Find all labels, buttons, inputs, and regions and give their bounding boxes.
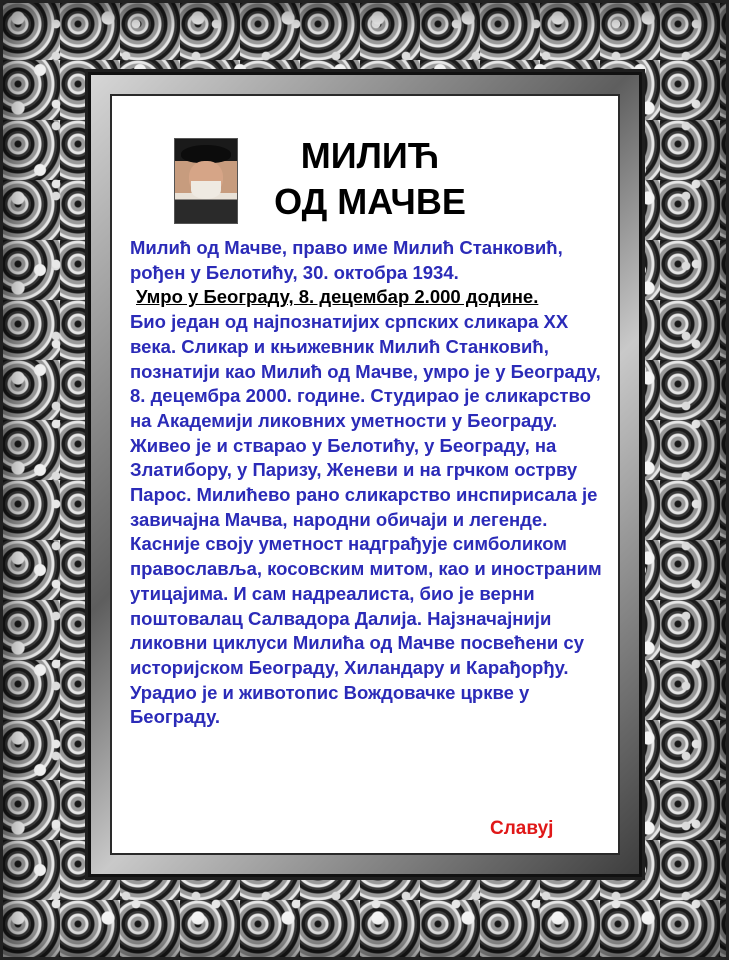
beard-shape <box>191 181 221 199</box>
portrait-photo-icon <box>174 138 238 224</box>
signature: Славуј <box>490 818 554 839</box>
death-line: Умро у Београду, 8. децембар 2.000 додине. <box>136 286 539 308</box>
title-line-1: МИЛИЋ <box>300 135 440 176</box>
biography-text <box>130 236 606 730</box>
intro-paragraph: Милић од Мачве, право име Милић Станковић, рођен у Белотићу, 30. октобра 1934. <box>130 237 563 283</box>
main-paragraph: Био један од најпознатијих српских сликара XX века. Сликар и књижевник Милић Станковић, познатији као Милић од Мачве, умро је у Београду, 8. децембра 2000. године. Студирао је сликарство на Академији ликовних уметности у Београду. Живео је и стварао у Белотићу, у Београду, на Златибору, у Паризу, Женеви и на грчком острву Парос. Милићево рано сликарство инспирисала је завичајна Мачва, народни обичаји и легенде. Касније своју уметност надграђује симболиком православља, косовским митом, као и иностраним утицајима. И сам надреалиста, био је верни поштовалац Салвадора Далија. Најзначајнији ликовни циклуси Милића од Мачве посвећени су историјском Београду, Хиландару и Карађорђу. Урадио је и животопис Вождовачке цркве у Београду. <box>130 311 602 728</box>
title-line-2: ОД МАЧВЕ <box>274 181 466 222</box>
